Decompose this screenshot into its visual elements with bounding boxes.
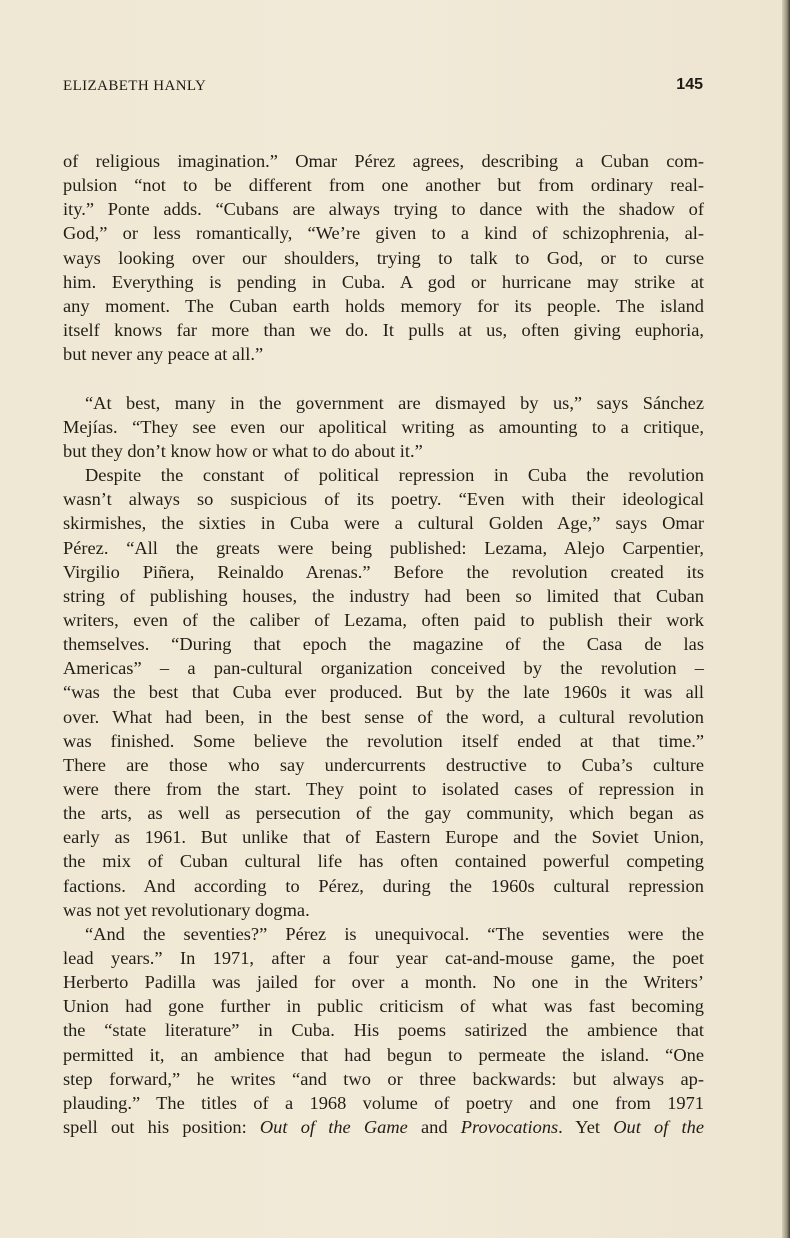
book-title-italic: Out of the Game: [259, 1116, 408, 1137]
text-line-final: [63, 1115, 704, 1139]
text-line: Americas” – a pan-cultural organization conceived by the revolution –: [63, 658, 704, 679]
text-line: plauding.” The titles of a 1968 volume of poetry and one from 1971: [63, 1092, 704, 1113]
text-line: “At best, many in the government are dismayed by us,” says Sánchez: [85, 392, 704, 413]
text-line: step forward,” he writes “and two or three backwards: but always ap-: [63, 1068, 704, 1089]
text-line: There are those who say undercurrents destructive to Cuba’s culture: [63, 754, 704, 775]
text-line: lead years.” In 1971, after a four year cat-and-mouse game, the poet: [63, 948, 704, 968]
text-line: permitted it, an ambience that had begun to permeate the island. “One: [63, 1044, 704, 1065]
text-line: itself knows far more than we do. It pulls at us, often giving euphoria,: [63, 319, 704, 340]
text-line: Pérez. “All the greats were being published: Lezama, Alejo Carpentier,: [63, 537, 704, 558]
text-line: were there from the start. They point to isolated cases of repression in: [63, 779, 704, 800]
text-line: early as 1961. But unlike that of Eastern Europe and the Soviet Union,: [63, 827, 704, 848]
running-head-author: ELIZABETH HANLY: [63, 78, 207, 94]
running-header: [63, 78, 703, 102]
text-line: factions. And according to Pérez, during the 1960s cultural repression: [63, 875, 704, 896]
text-line: “was the best that Cuba ever produced. But by the late 1960s it was all: [63, 682, 704, 703]
text-line: but never any peace at all.”: [63, 344, 264, 365]
book-title-italic: Provocations: [460, 1116, 559, 1137]
text-line: any moment. The Cuban earth holds memory for its people. The island: [63, 295, 704, 316]
text-line: Virgilio Piñera, Reinaldo Arenas.” Before the revolution created its: [63, 561, 704, 582]
text-line: pulsion “not to be different from one another but from ordinary real-: [63, 175, 704, 196]
text-line: ity.” Ponte adds. “Cubans are always trying to dance with the shadow of: [63, 199, 704, 220]
text-fragment: and: [407, 1116, 461, 1137]
text-line: of religious imagination.” Omar Pérez agrees, describing a Cuban com-: [63, 151, 704, 171]
text-fragment: spell out his position:: [63, 1116, 260, 1137]
page-number: 145: [676, 76, 703, 93]
text-line: Mejías. “They see even our apolitical writing as amounting to a critique,: [63, 416, 704, 437]
book-title-italic: Out of the: [613, 1116, 704, 1137]
text-line: was not yet revolutionary dogma.: [63, 899, 310, 920]
text-line: the “state literature” in Cuba. His poems satirized the ambience that: [63, 1020, 704, 1041]
text-line: writers, even of the caliber of Lezama, often paid to publish their work: [63, 610, 704, 631]
body-text: [63, 149, 704, 1139]
text-line: themselves. “During that epoch the magazine of the Casa de las: [63, 634, 704, 655]
text-line: skirmishes, the sixties in Cuba were a cultural Golden Age,” says Omar: [63, 513, 704, 534]
text-line: Union had gone further in public criticism of what was fast becoming: [63, 996, 704, 1017]
text-line: “And the seventies?” Pérez is unequivocal. “The seventies were the: [85, 923, 704, 944]
text-line: over. What had been, in the best sense of the word, a cultural revolution: [63, 706, 704, 727]
text-line: but they don’t know how or what to do about it.”: [63, 441, 423, 462]
text-line: Despite the constant of political repression in Cuba the revolution: [85, 465, 704, 486]
text-fragment: . Yet: [558, 1116, 614, 1137]
text-line: wasn’t always so suspicious of its poetry. “Even with their ideological: [63, 489, 704, 510]
section-break: [63, 366, 704, 391]
page-edge-shadow: [782, 0, 790, 1238]
text-line: Herberto Padilla was jailed for over a month. No one in the Writers’: [63, 972, 704, 993]
text-line: God,” or less romantically, “We’re given to a kind of schizophrenia, al-: [63, 223, 704, 244]
text-line: the arts, as well as persecution of the gay community, which began as: [63, 803, 704, 824]
text-line: string of publishing houses, the industry had been so limited that Cuban: [63, 585, 704, 606]
text-line: ways looking over our shoulders, trying to talk to God, or to curse: [63, 247, 704, 268]
text-line: the mix of Cuban cultural life has often contained powerful competing: [63, 851, 704, 872]
text-line: was finished. Some believe the revolution itself ended at that time.”: [63, 730, 704, 751]
text-line: him. Everything is pending in Cuba. A god or hurricane may strike at: [63, 271, 704, 292]
